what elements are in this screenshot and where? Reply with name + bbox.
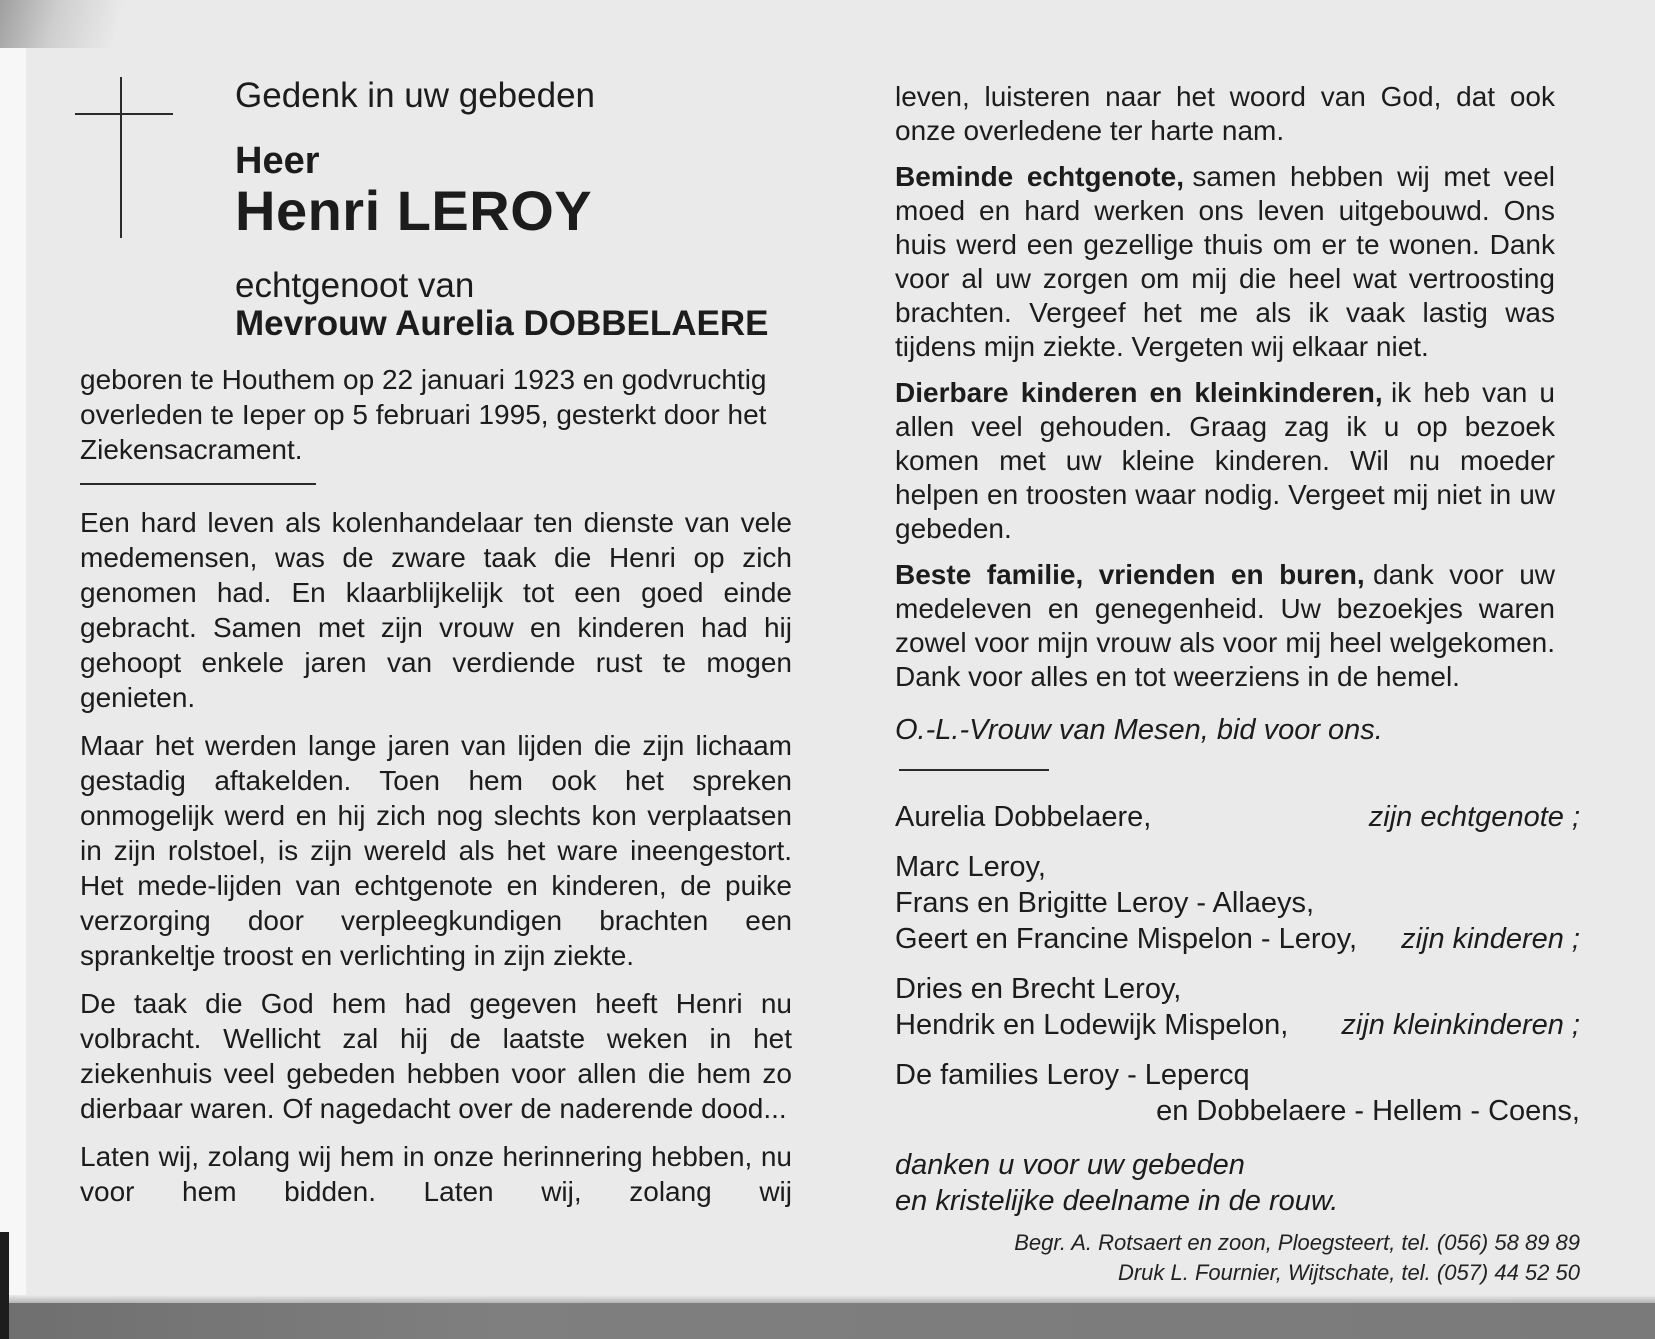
divider-right	[899, 769, 1049, 771]
vitals-paragraph: geboren te Houthem op 22 januari 1923 en godvruchtig overleden te Ieper op 5 februari 1995, gesterkt door het Ziekensacrament.	[80, 364, 767, 465]
memorial-paragraph-1: Een hard leven als kolenhandelaar ten dienste van vele medemensen, was de zware taak die Henri op zich genomen had. En klaarblijkelijk tot een goed einde gebracht. Samen met zijn vrouw en kinderen had hij gehoopt enkele jaren van verdiende rust te mogen genieten.	[80, 507, 792, 713]
continuation-paragraph: leven, luisteren naar het woord van God, dat ook onze overledene ter harte nam.	[895, 81, 1555, 146]
survivor-grandchildren-role: zijn kleinkinderen ;	[1341, 1009, 1580, 1041]
families-line-2: en Dobbelaere - Hellem - Coens,	[1156, 1095, 1580, 1127]
scanner-edge-left	[0, 0, 26, 1339]
spouse-name: Mevrouw Aurelia DOBBELAERE	[235, 304, 769, 343]
right-column	[895, 80, 1580, 1219]
colophon-undertaker: Begr. A. Rotsaert en zoon, Ploegsteert, tel. (056) 58 89 89	[1014, 1230, 1580, 1255]
survivor-grandchild-2: Hendrik en Lodewijk Mispelon,	[895, 1009, 1289, 1041]
memorial-paragraph-4: Laten wij, zolang wij hem in onze herinnering hebben, nu voor hem bidden. Laten wij, zolang wij	[80, 1141, 792, 1207]
survivor-child-3: Geert en Francine Mispelon - Leroy,	[895, 923, 1358, 955]
colophon-printer: Druk L. Fournier, Wijtschate, tel. (057) 44 52 50	[1117, 1260, 1580, 1285]
scanner-corner-strip	[0, 1232, 9, 1339]
address-paragraph-children	[895, 376, 1555, 546]
scanner-bottom-band	[0, 1303, 1655, 1339]
address-paragraph-family	[895, 558, 1555, 694]
address-text-children: ik heb van u allen veel gehouden. Graag zag ik u op bezoek komen met uw kleine kinderen. Wil nu moeder helpen en troosten waar nodig. Vergeet mij niet in uw gebeden.	[895, 377, 1556, 544]
survivor-children-role-row	[895, 921, 1580, 957]
left-column	[80, 362, 792, 1222]
thanks-block	[895, 1147, 1580, 1219]
scan-band-shadow	[0, 1295, 1655, 1303]
address-text-family: dank voor uw medeleven en genegenheid. Uw bezoekjes waren zowel voor mijn vrouw als voor mij heel welgekomen. Dank voor alles en tot weerziens in de hemel.	[895, 559, 1555, 692]
divider-left	[80, 483, 316, 485]
survivor-child-2: Frans en Brigitte Leroy - Allaeys,	[895, 887, 1315, 919]
survivor-spouse-role: zijn echtgenote ;	[1368, 801, 1580, 833]
address-lead-spouse: Beminde echtgenote,	[895, 161, 1184, 192]
survivor-grandchild-1: Dries en Brecht Leroy,	[895, 973, 1182, 1005]
memorial-paragraph-3: De taak die God hem had gegeven heeft Henri nu volbracht. Wellicht zal hij de laatste weken in het ziekenhuis veel gebeden hebben voor allen die hem zo dierbaar waren. Of nagedacht over de naderende dood...	[80, 988, 792, 1124]
colophon	[1014, 1228, 1580, 1288]
address-lead-children: Dierbare kinderen en kleinkinderen,	[895, 377, 1383, 408]
survivor-children-group	[895, 849, 1580, 957]
survivor-spouse-name: Aurelia Dobbelaere,	[895, 801, 1152, 833]
survivor-spouse-row	[895, 799, 1580, 835]
survivor-child-1: Marc Leroy,	[895, 851, 1046, 883]
address-text-spouse: samen hebben wij met veel moed en hard werken ons leven uitgebouwd. Ons huis werd een gezellige thuis om er te wonen. Dank voor al uw zorgen om mij die heel wat vertroosting brachten. Vergeef het me als ik vaak lastig was tijdens mijn ziekte. Vergeten wij elkaar niet.	[895, 161, 1555, 362]
address-paragraph-spouse	[895, 160, 1555, 364]
families-line-1: De families Leroy - Lepercq	[895, 1059, 1250, 1091]
invocation-line: O.-L.-Vrouw van Mesen, bid voor ons.	[895, 714, 1383, 746]
survivor-grandchildren-role-row	[895, 1007, 1580, 1043]
thanks-line-2: en kristelijke deelname in de rouw.	[895, 1185, 1339, 1217]
deceased-name: Henri LEROY	[235, 179, 593, 242]
relation-text: echtgenoot van	[235, 266, 475, 305]
cross-icon-vertical	[120, 77, 122, 238]
survivor-children-role: zijn kinderen ;	[1401, 923, 1580, 955]
address-lead-family: Beste familie, vrienden en buren,	[895, 559, 1365, 590]
memorial-paragraph-2: Maar het werden lange jaren van lijden die zijn lichaam gestadig aftakelden. Toen hem ook het spreken onmogelijk werd en hij zich nog slechts kon verplaatsen in zijn rolstoel, is zijn wereld als het ware ineengestort. Het mede-lijden van echtgenote en kinderen, de puike verzorging door verpleegkundigen brachten een sprankeltje troost en verlichting in zijn ziekte.	[80, 730, 792, 971]
prayer-intro: Gedenk in uw gebeden	[235, 76, 595, 115]
scan-corner-smudge	[0, 0, 190, 48]
survivor-grandchildren-group	[895, 971, 1580, 1043]
families-block	[895, 1057, 1580, 1129]
honorific: Heer	[235, 140, 320, 182]
survivors-list	[895, 799, 1580, 1219]
thanks-line-1: danken u voor uw gebeden	[895, 1149, 1245, 1181]
cross-icon-horizontal	[75, 113, 173, 115]
